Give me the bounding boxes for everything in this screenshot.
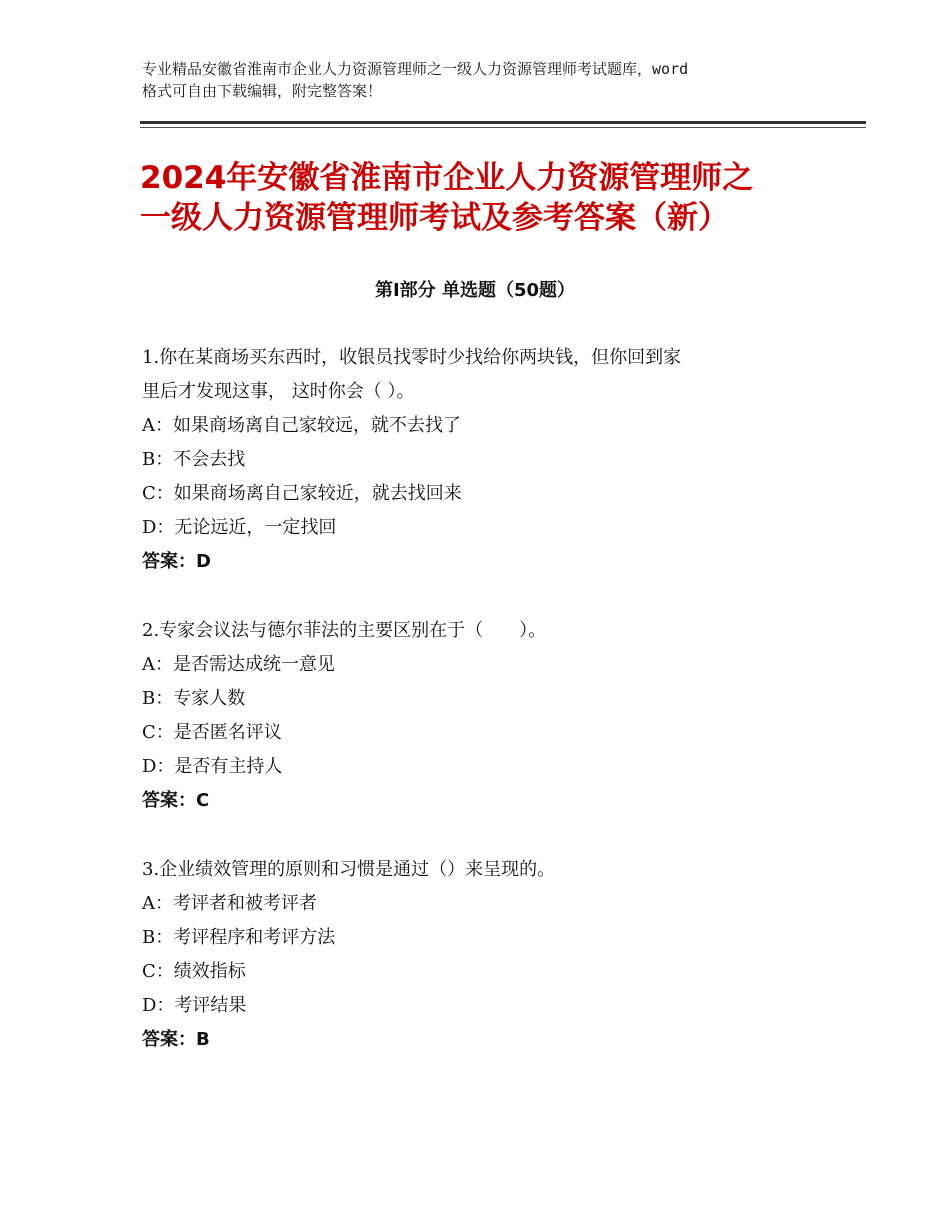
question-2-option-c: C：是否匿名评议 bbox=[142, 722, 282, 743]
question-1-option-a: A：如果商场离自己家较远，就不去找了 bbox=[142, 415, 461, 436]
question-1-stem-line-1: 1.你在某商场买东西时，收银员找零时少找给你两块钱，但你回到家 bbox=[142, 347, 682, 368]
document-title-line-2: 一级人力资源管理师考试及参考答案（新） bbox=[140, 200, 729, 236]
question-3-option-b: B：考评程序和考评方法 bbox=[142, 927, 336, 948]
document-title-line-1: 2024年安徽省淮南市企业人力资源管理师之 bbox=[140, 160, 754, 196]
question-3-option-c: C：绩效指标 bbox=[142, 961, 246, 982]
question-3 bbox=[142, 853, 822, 1057]
question-2 bbox=[142, 614, 822, 818]
question-1-option-b: B：不会去找 bbox=[142, 449, 246, 470]
header-note-line-1: 专业精品安徽省淮南市企业人力资源管理师之一级人力资源管理师考试题库，word bbox=[142, 60, 689, 78]
question-2-stem-line-1: 2.专家会议法与德尔菲法的主要区别在于（ ）。 bbox=[142, 620, 547, 641]
question-1-answer: 答案：D bbox=[142, 551, 211, 572]
question-3-option-d: D：考评结果 bbox=[142, 995, 247, 1016]
question-2-option-b: B：专家人数 bbox=[142, 688, 246, 709]
header-divider-thin bbox=[140, 127, 866, 128]
header-note-line-2: 格式可自由下载编辑，附完整答案！ bbox=[142, 82, 383, 100]
header-note bbox=[142, 58, 842, 102]
question-1-option-d: D：无论远近，一定找回 bbox=[142, 517, 337, 538]
question-3-answer: 答案：B bbox=[142, 1029, 210, 1050]
question-1-stem-line-2: 里后才发现这事， 这时你会（ ）。 bbox=[142, 381, 415, 402]
section-heading: 第Ⅰ部分 单选题（50题） bbox=[374, 280, 575, 301]
question-1 bbox=[142, 341, 822, 579]
question-2-option-d: D：是否有主持人 bbox=[142, 756, 283, 777]
document-title bbox=[140, 158, 820, 238]
header-divider-thick bbox=[140, 121, 866, 124]
question-3-option-a: A：考评者和被考评者 bbox=[142, 893, 317, 914]
question-2-option-a: A：是否需达成统一意见 bbox=[142, 654, 335, 675]
question-1-option-c: C：如果商场离自己家较近，就去找回来 bbox=[142, 483, 462, 504]
question-2-answer: 答案：C bbox=[142, 790, 210, 811]
question-3-stem-line-1: 3.企业绩效管理的原则和习惯是通过（）来呈现的。 bbox=[142, 859, 556, 880]
